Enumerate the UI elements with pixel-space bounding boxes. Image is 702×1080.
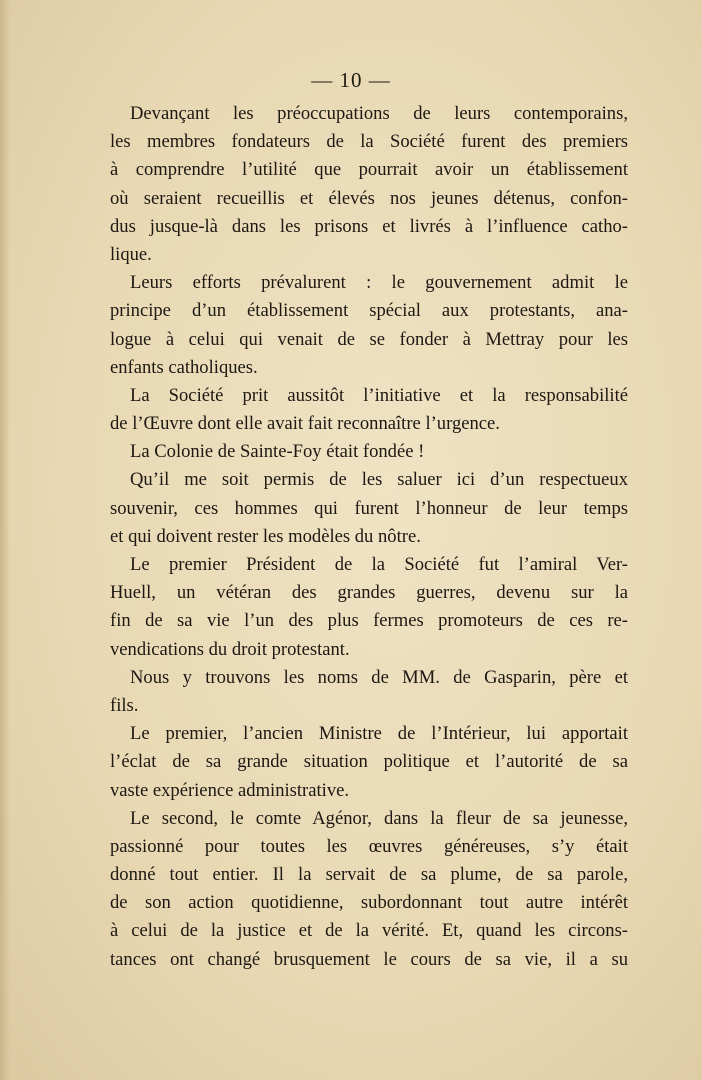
text-line: dus jusque-là dans les prisons et livrés à l’influence catho-	[110, 215, 628, 237]
text-line: de son action quotidienne, subordonnant tout autre intérêt	[110, 892, 628, 914]
text-line: logue à celui qui venait de se fonder à Mettray pour les	[110, 328, 628, 350]
text-line: l’éclat de sa grande situation politique et l’autorité de sa	[110, 751, 628, 773]
text-line: souvenir, ces hommes qui furent l’honneur de leur temps	[110, 497, 628, 519]
text-line: Qu’il me soit permis de les saluer ici d’un respectueux	[130, 469, 628, 491]
paragraph	[110, 551, 628, 664]
text-line: où seraient recueillis et élevés nos jeunes détenus, confon-	[110, 187, 628, 209]
text-line: donné tout entier. Il la servait de sa plume, de sa parole,	[110, 864, 628, 886]
paragraph	[110, 100, 628, 269]
text-line: les membres fondateurs de la Société furent des premiers	[110, 131, 628, 153]
text-line: fils.	[110, 694, 139, 716]
text-line: lique.	[110, 243, 152, 265]
text-line: Leurs efforts prévalurent : le gouvernement admit le	[130, 272, 628, 294]
text-line: de l’Œuvre dont elle avait fait reconnaître l’urgence.	[110, 413, 500, 435]
text-line: Le premier, l’ancien Ministre de l’Intérieur, lui apportait	[130, 723, 628, 745]
body-text	[110, 100, 628, 974]
paragraph	[110, 269, 628, 382]
paragraph	[110, 382, 628, 438]
paragraph	[110, 664, 628, 720]
paragraph	[110, 720, 628, 805]
text-line: principe d’un établissement spécial aux protestants, ana-	[110, 300, 628, 322]
text-line: Le second, le comte Agénor, dans la fleur de sa jeunesse,	[130, 807, 628, 829]
text-line: tances ont changé brusquement le cours de sa vie, il a su	[110, 948, 628, 970]
text-line: enfants catholiques.	[110, 356, 258, 378]
page-edge-shadow	[0, 0, 10, 1080]
page-number: — 10 —	[311, 68, 391, 92]
text-line: Le premier Président de la Société fut l’amiral Ver-	[130, 554, 628, 575]
text-line: et qui doivent rester les modèles du nôtre.	[110, 525, 421, 547]
text-line: Nous y trouvons les noms de MM. de Gasparin, père et	[130, 666, 628, 688]
text-line: vaste expérience administrative.	[110, 779, 350, 801]
text-line: La Société prit aussitôt l’initiative et la responsabilité	[130, 384, 628, 406]
text-line: Huell, un vétéran des grandes guerres, devenu sur la	[110, 582, 628, 604]
text-line: fin de sa vie l’un des plus fermes promoteurs de ces re-	[110, 610, 628, 632]
text-line: à celui de la justice et de la vérité. Et, quand les circons-	[110, 920, 628, 942]
text-line: vendications du droit protestant.	[110, 638, 350, 660]
text-line: La Colonie de Sainte-Foy était fondée !	[130, 441, 425, 463]
paragraph	[110, 466, 628, 551]
text-line: à comprendre l’utilité que pourrait avoir un établissement	[110, 159, 628, 181]
text-line: passionné pour toutes les œuvres généreuses, s’y était	[110, 835, 628, 857]
text-line: Devançant les préoccupations de leurs contemporains,	[130, 103, 628, 124]
paragraph	[110, 438, 628, 466]
paragraph	[110, 805, 628, 974]
